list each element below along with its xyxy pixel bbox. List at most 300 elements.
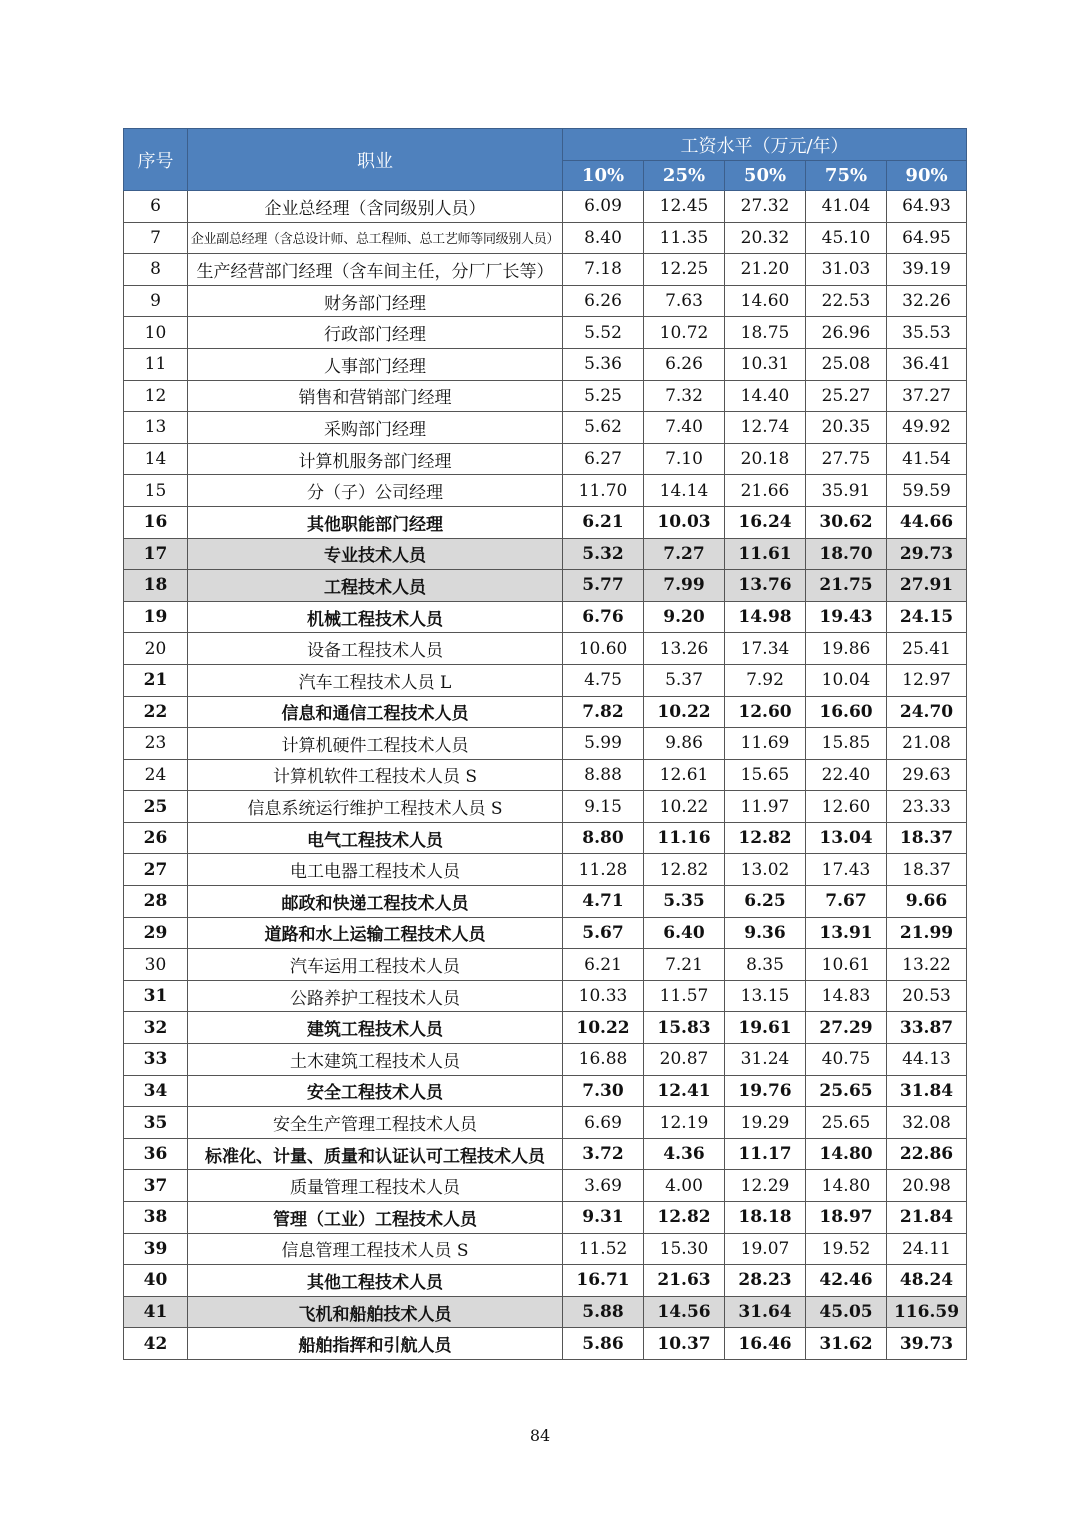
table-row [124, 980, 967, 1012]
cell-wage-p25: 7.27 [644, 538, 725, 570]
cell-wage-p10: 6.09 [563, 191, 644, 223]
cell-wage-p10: 5.62 [563, 412, 644, 444]
cell-wage-p75: 25.65 [806, 1075, 887, 1107]
cell-wage-p90: 36.41 [887, 348, 967, 380]
cell-wage-p50: 19.76 [725, 1075, 806, 1107]
cell-wage-p25: 7.10 [644, 443, 725, 475]
cell-seq: 16 [124, 506, 188, 538]
cell-wage-p25: 6.40 [644, 917, 725, 949]
cell-wage-p90: 23.33 [887, 791, 967, 823]
cell-wage-p10: 4.75 [563, 664, 644, 696]
cell-wage-p75: 14.83 [806, 980, 887, 1012]
cell-wage-p50: 11.97 [725, 791, 806, 823]
cell-wage-p10: 5.88 [563, 1296, 644, 1328]
cell-wage-p50: 27.32 [725, 191, 806, 223]
cell-seq: 42 [124, 1328, 188, 1360]
cell-wage-p90: 49.92 [887, 412, 967, 444]
cell-occupation: 信息和通信工程技术人员 [188, 696, 563, 728]
cell-seq: 37 [124, 1170, 188, 1202]
cell-wage-p75: 25.27 [806, 380, 887, 412]
cell-wage-p90: 44.66 [887, 506, 967, 538]
cell-wage-p50: 31.64 [725, 1296, 806, 1328]
cell-wage-p10: 7.82 [563, 696, 644, 728]
cell-occupation: 行政部门经理 [188, 317, 563, 349]
cell-occupation: 其他工程技术人员 [188, 1265, 563, 1297]
wage-table [123, 128, 967, 1360]
cell-occupation: 电气工程技术人员 [188, 822, 563, 854]
table-row [124, 1044, 967, 1076]
cell-wage-p75: 27.29 [806, 1012, 887, 1044]
cell-wage-p10: 5.32 [563, 538, 644, 570]
cell-wage-p90: 21.84 [887, 1202, 967, 1234]
cell-occupation: 其他职能部门经理 [188, 506, 563, 538]
cell-occupation: 飞机和船舶技术人员 [188, 1296, 563, 1328]
cell-wage-p25: 11.16 [644, 822, 725, 854]
cell-wage-p10: 9.31 [563, 1202, 644, 1234]
cell-seq: 10 [124, 317, 188, 349]
cell-wage-p25: 10.22 [644, 791, 725, 823]
cell-seq: 13 [124, 412, 188, 444]
cell-wage-p25: 21.63 [644, 1265, 725, 1297]
cell-wage-p50: 16.46 [725, 1328, 806, 1360]
cell-wage-p50: 15.65 [725, 759, 806, 791]
cell-wage-p75: 13.91 [806, 917, 887, 949]
cell-seq: 39 [124, 1233, 188, 1265]
header-wage-level: 工资水平（万元/年） [563, 129, 967, 161]
cell-wage-p90: 24.15 [887, 601, 967, 633]
cell-occupation: 安全生产管理工程技术人员 [188, 1107, 563, 1139]
cell-occupation: 企业副总经理（含总设计师、总工程师、总工艺师等同级别人员） [188, 222, 563, 254]
table-row [124, 696, 967, 728]
cell-wage-p50: 12.60 [725, 696, 806, 728]
cell-wage-p25: 10.37 [644, 1328, 725, 1360]
cell-occupation: 信息管理工程技术人员 S [188, 1233, 563, 1265]
cell-occupation: 电工电器工程技术人员 [188, 854, 563, 886]
cell-wage-p90: 37.27 [887, 380, 967, 412]
header-occupation: 职业 [188, 129, 563, 191]
cell-wage-p90: 12.97 [887, 664, 967, 696]
cell-wage-p25: 7.63 [644, 285, 725, 317]
cell-wage-p25: 4.00 [644, 1170, 725, 1202]
cell-wage-p25: 9.20 [644, 601, 725, 633]
cell-wage-p75: 13.04 [806, 822, 887, 854]
cell-seq: 35 [124, 1107, 188, 1139]
cell-wage-p90: 32.08 [887, 1107, 967, 1139]
cell-wage-p25: 5.35 [644, 886, 725, 918]
cell-wage-p25: 12.61 [644, 759, 725, 791]
cell-wage-p50: 31.24 [725, 1044, 806, 1076]
cell-wage-p10: 3.69 [563, 1170, 644, 1202]
cell-wage-p10: 10.22 [563, 1012, 644, 1044]
cell-wage-p50: 12.29 [725, 1170, 806, 1202]
cell-seq: 17 [124, 538, 188, 570]
cell-wage-p50: 21.20 [725, 254, 806, 286]
cell-wage-p90: 29.73 [887, 538, 967, 570]
cell-wage-p10: 6.21 [563, 949, 644, 981]
cell-wage-p50: 13.76 [725, 570, 806, 602]
cell-occupation: 管理（工业）工程技术人员 [188, 1202, 563, 1234]
cell-wage-p10: 16.88 [563, 1044, 644, 1076]
cell-wage-p90: 27.91 [887, 570, 967, 602]
cell-occupation: 计算机服务部门经理 [188, 443, 563, 475]
cell-wage-p75: 35.91 [806, 475, 887, 507]
cell-occupation: 分（子）公司经理 [188, 475, 563, 507]
cell-wage-p50: 13.02 [725, 854, 806, 886]
cell-seq: 25 [124, 791, 188, 823]
cell-wage-p90: 25.41 [887, 633, 967, 665]
cell-wage-p50: 12.82 [725, 822, 806, 854]
cell-wage-p75: 30.62 [806, 506, 887, 538]
table-row [124, 191, 967, 223]
header-seq: 序号 [124, 129, 188, 191]
table-header [124, 129, 967, 191]
cell-wage-p75: 14.80 [806, 1138, 887, 1170]
cell-wage-p10: 10.33 [563, 980, 644, 1012]
table-row [124, 1075, 967, 1107]
cell-seq: 23 [124, 728, 188, 760]
page-number: 84 [529, 1426, 551, 1445]
table-row [124, 886, 967, 918]
cell-occupation: 汽车工程技术人员 L [188, 664, 563, 696]
cell-wage-p75: 31.62 [806, 1328, 887, 1360]
cell-wage-p25: 12.45 [644, 191, 725, 223]
cell-wage-p25: 10.03 [644, 506, 725, 538]
cell-wage-p75: 42.46 [806, 1265, 887, 1297]
cell-wage-p10: 8.40 [563, 222, 644, 254]
cell-wage-p75: 25.08 [806, 348, 887, 380]
cell-wage-p50: 20.32 [725, 222, 806, 254]
cell-wage-p25: 10.72 [644, 317, 725, 349]
cell-seq: 31 [124, 980, 188, 1012]
cell-occupation: 设备工程技术人员 [188, 633, 563, 665]
cell-wage-p50: 20.18 [725, 443, 806, 475]
cell-wage-p25: 11.35 [644, 222, 725, 254]
cell-occupation: 邮政和快递工程技术人员 [188, 886, 563, 918]
table-row [124, 949, 967, 981]
cell-wage-p25: 11.57 [644, 980, 725, 1012]
cell-wage-p25: 5.37 [644, 664, 725, 696]
cell-wage-p75: 25.65 [806, 1107, 887, 1139]
table-row [124, 475, 967, 507]
cell-wage-p50: 19.61 [725, 1012, 806, 1044]
cell-wage-p50: 19.07 [725, 1233, 806, 1265]
cell-occupation: 企业总经理（含同级别人员） [188, 191, 563, 223]
cell-wage-p50: 18.75 [725, 317, 806, 349]
cell-seq: 21 [124, 664, 188, 696]
cell-wage-p90: 18.37 [887, 854, 967, 886]
cell-wage-p50: 9.36 [725, 917, 806, 949]
cell-wage-p25: 14.14 [644, 475, 725, 507]
cell-wage-p75: 14.80 [806, 1170, 887, 1202]
table-row [124, 791, 967, 823]
cell-seq: 6 [124, 191, 188, 223]
table-row [124, 222, 967, 254]
cell-occupation: 生产经营部门经理（含车间主任，分厂厂长等） [188, 254, 563, 286]
cell-wage-p10: 6.76 [563, 601, 644, 633]
cell-wage-p10: 10.60 [563, 633, 644, 665]
cell-wage-p75: 19.43 [806, 601, 887, 633]
cell-wage-p75: 22.40 [806, 759, 887, 791]
cell-wage-p75: 10.04 [806, 664, 887, 696]
cell-seq: 11 [124, 348, 188, 380]
cell-wage-p10: 3.72 [563, 1138, 644, 1170]
cell-wage-p50: 21.66 [725, 475, 806, 507]
cell-wage-p10: 11.52 [563, 1233, 644, 1265]
cell-wage-p50: 18.18 [725, 1202, 806, 1234]
cell-wage-p90: 31.84 [887, 1075, 967, 1107]
cell-seq: 34 [124, 1075, 188, 1107]
table-row [124, 317, 967, 349]
cell-wage-p25: 7.32 [644, 380, 725, 412]
cell-wage-p75: 41.04 [806, 191, 887, 223]
cell-wage-p75: 17.43 [806, 854, 887, 886]
cell-seq: 24 [124, 759, 188, 791]
cell-wage-p50: 14.60 [725, 285, 806, 317]
cell-wage-p10: 11.70 [563, 475, 644, 507]
cell-wage-p50: 13.15 [725, 980, 806, 1012]
cell-wage-p75: 22.53 [806, 285, 887, 317]
cell-wage-p25: 12.25 [644, 254, 725, 286]
cell-wage-p90: 64.93 [887, 191, 967, 223]
cell-wage-p90: 39.19 [887, 254, 967, 286]
cell-occupation: 专业技术人员 [188, 538, 563, 570]
cell-seq: 20 [124, 633, 188, 665]
cell-wage-p75: 18.97 [806, 1202, 887, 1234]
cell-wage-p50: 12.74 [725, 412, 806, 444]
cell-wage-p50: 10.31 [725, 348, 806, 380]
cell-wage-p25: 15.30 [644, 1233, 725, 1265]
cell-wage-p25: 7.40 [644, 412, 725, 444]
cell-wage-p90: 21.99 [887, 917, 967, 949]
table-row [124, 759, 967, 791]
table-row [124, 380, 967, 412]
cell-wage-p75: 18.70 [806, 538, 887, 570]
table-row [124, 1107, 967, 1139]
table-row [124, 285, 967, 317]
cell-occupation: 计算机软件工程技术人员 S [188, 759, 563, 791]
cell-wage-p90: 18.37 [887, 822, 967, 854]
cell-seq: 22 [124, 696, 188, 728]
cell-occupation: 公路养护工程技术人员 [188, 980, 563, 1012]
cell-occupation: 建筑工程技术人员 [188, 1012, 563, 1044]
cell-wage-p10: 5.52 [563, 317, 644, 349]
cell-occupation: 采购部门经理 [188, 412, 563, 444]
cell-seq: 15 [124, 475, 188, 507]
header-p75: 75% [806, 161, 887, 191]
cell-seq: 12 [124, 380, 188, 412]
cell-wage-p50: 7.92 [725, 664, 806, 696]
cell-wage-p10: 16.71 [563, 1265, 644, 1297]
cell-seq: 8 [124, 254, 188, 286]
cell-seq: 41 [124, 1296, 188, 1328]
cell-wage-p50: 11.61 [725, 538, 806, 570]
table-row [124, 1296, 967, 1328]
cell-wage-p75: 20.35 [806, 412, 887, 444]
cell-wage-p90: 24.11 [887, 1233, 967, 1265]
cell-wage-p10: 9.15 [563, 791, 644, 823]
cell-occupation: 道路和水上运输工程技术人员 [188, 917, 563, 949]
cell-occupation: 汽车运用工程技术人员 [188, 949, 563, 981]
cell-seq: 9 [124, 285, 188, 317]
table-row [124, 570, 967, 602]
cell-wage-p50: 14.40 [725, 380, 806, 412]
cell-wage-p90: 20.98 [887, 1170, 967, 1202]
table-row [124, 601, 967, 633]
cell-wage-p50: 11.69 [725, 728, 806, 760]
cell-wage-p25: 6.26 [644, 348, 725, 380]
cell-seq: 40 [124, 1265, 188, 1297]
cell-seq: 32 [124, 1012, 188, 1044]
cell-wage-p50: 19.29 [725, 1107, 806, 1139]
cell-wage-p75: 40.75 [806, 1044, 887, 1076]
cell-seq: 26 [124, 822, 188, 854]
cell-wage-p90: 32.26 [887, 285, 967, 317]
cell-wage-p75: 27.75 [806, 443, 887, 475]
cell-wage-p25: 9.86 [644, 728, 725, 760]
cell-wage-p10: 11.28 [563, 854, 644, 886]
table-body [124, 191, 967, 1360]
cell-wage-p10: 4.71 [563, 886, 644, 918]
cell-occupation: 标准化、计量、质量和认证认可工程技术人员 [188, 1138, 563, 1170]
cell-wage-p90: 39.73 [887, 1328, 967, 1360]
cell-wage-p75: 45.10 [806, 222, 887, 254]
cell-wage-p75: 19.86 [806, 633, 887, 665]
cell-wage-p90: 24.70 [887, 696, 967, 728]
cell-wage-p10: 5.77 [563, 570, 644, 602]
cell-wage-p90: 21.08 [887, 728, 967, 760]
cell-wage-p10: 8.80 [563, 822, 644, 854]
cell-wage-p25: 12.82 [644, 854, 725, 886]
cell-occupation: 人事部门经理 [188, 348, 563, 380]
cell-wage-p50: 8.35 [725, 949, 806, 981]
cell-wage-p50: 11.17 [725, 1138, 806, 1170]
cell-occupation: 信息系统运行维护工程技术人员 S [188, 791, 563, 823]
cell-wage-p10: 5.67 [563, 917, 644, 949]
header-p50: 50% [725, 161, 806, 191]
cell-wage-p25: 7.99 [644, 570, 725, 602]
cell-wage-p25: 14.56 [644, 1296, 725, 1328]
table-row [124, 443, 967, 475]
table-row [124, 1170, 967, 1202]
header-p90: 90% [887, 161, 967, 191]
cell-wage-p10: 5.99 [563, 728, 644, 760]
cell-wage-p10: 7.18 [563, 254, 644, 286]
cell-wage-p25: 10.22 [644, 696, 725, 728]
cell-occupation: 销售和营销部门经理 [188, 380, 563, 412]
cell-wage-p10: 6.69 [563, 1107, 644, 1139]
cell-wage-p90: 48.24 [887, 1265, 967, 1297]
cell-wage-p75: 45.05 [806, 1296, 887, 1328]
cell-wage-p75: 15.85 [806, 728, 887, 760]
cell-wage-p90: 41.54 [887, 443, 967, 475]
cell-wage-p90: 59.59 [887, 475, 967, 507]
cell-wage-p90: 116.59 [887, 1296, 967, 1328]
table-row [124, 412, 967, 444]
cell-wage-p90: 22.86 [887, 1138, 967, 1170]
cell-wage-p25: 7.21 [644, 949, 725, 981]
cell-seq: 33 [124, 1044, 188, 1076]
cell-wage-p90: 44.13 [887, 1044, 967, 1076]
cell-wage-p90: 64.95 [887, 222, 967, 254]
cell-wage-p75: 19.52 [806, 1233, 887, 1265]
cell-wage-p10: 6.26 [563, 285, 644, 317]
cell-wage-p25: 12.41 [644, 1075, 725, 1107]
table-row [124, 538, 967, 570]
table-row [124, 633, 967, 665]
cell-wage-p25: 13.26 [644, 633, 725, 665]
cell-wage-p75: 16.60 [806, 696, 887, 728]
cell-wage-p75: 31.03 [806, 254, 887, 286]
cell-occupation: 工程技术人员 [188, 570, 563, 602]
cell-seq: 18 [124, 570, 188, 602]
cell-wage-p25: 15.83 [644, 1012, 725, 1044]
cell-seq: 14 [124, 443, 188, 475]
header-p25: 25% [644, 161, 725, 191]
cell-seq: 27 [124, 854, 188, 886]
cell-wage-p50: 28.23 [725, 1265, 806, 1297]
cell-wage-p75: 12.60 [806, 791, 887, 823]
cell-occupation: 土木建筑工程技术人员 [188, 1044, 563, 1076]
cell-wage-p10: 8.88 [563, 759, 644, 791]
cell-wage-p90: 20.53 [887, 980, 967, 1012]
cell-wage-p90: 33.87 [887, 1012, 967, 1044]
cell-wage-p10: 5.86 [563, 1328, 644, 1360]
cell-wage-p50: 17.34 [725, 633, 806, 665]
table-row [124, 1233, 967, 1265]
cell-wage-p10: 5.25 [563, 380, 644, 412]
cell-wage-p25: 12.82 [644, 1202, 725, 1234]
cell-wage-p50: 14.98 [725, 601, 806, 633]
cell-occupation: 质量管理工程技术人员 [188, 1170, 563, 1202]
table-row [124, 822, 967, 854]
header-p10: 10% [563, 161, 644, 191]
cell-wage-p10: 7.30 [563, 1075, 644, 1107]
table-row [124, 1328, 967, 1360]
cell-wage-p25: 4.36 [644, 1138, 725, 1170]
cell-seq: 29 [124, 917, 188, 949]
cell-wage-p75: 10.61 [806, 949, 887, 981]
cell-wage-p10: 6.21 [563, 506, 644, 538]
cell-wage-p75: 7.67 [806, 886, 887, 918]
cell-seq: 28 [124, 886, 188, 918]
cell-occupation: 财务部门经理 [188, 285, 563, 317]
table-row [124, 917, 967, 949]
table-row [124, 254, 967, 286]
table-row [124, 506, 967, 538]
cell-occupation: 安全工程技术人员 [188, 1075, 563, 1107]
cell-wage-p10: 5.36 [563, 348, 644, 380]
cell-wage-p25: 12.19 [644, 1107, 725, 1139]
cell-occupation: 船舶指挥和引航人员 [188, 1328, 563, 1360]
cell-occupation: 机械工程技术人员 [188, 601, 563, 633]
cell-wage-p90: 13.22 [887, 949, 967, 981]
cell-seq: 38 [124, 1202, 188, 1234]
cell-wage-p90: 9.66 [887, 886, 967, 918]
cell-seq: 36 [124, 1138, 188, 1170]
cell-seq: 19 [124, 601, 188, 633]
cell-seq: 30 [124, 949, 188, 981]
cell-wage-p90: 35.53 [887, 317, 967, 349]
cell-occupation: 计算机硬件工程技术人员 [188, 728, 563, 760]
cell-seq: 7 [124, 222, 188, 254]
table-row [124, 348, 967, 380]
table-row [124, 1202, 967, 1234]
table-row [124, 1265, 967, 1297]
cell-wage-p50: 6.25 [725, 886, 806, 918]
cell-wage-p75: 26.96 [806, 317, 887, 349]
table-row [124, 1012, 967, 1044]
cell-wage-p25: 20.87 [644, 1044, 725, 1076]
